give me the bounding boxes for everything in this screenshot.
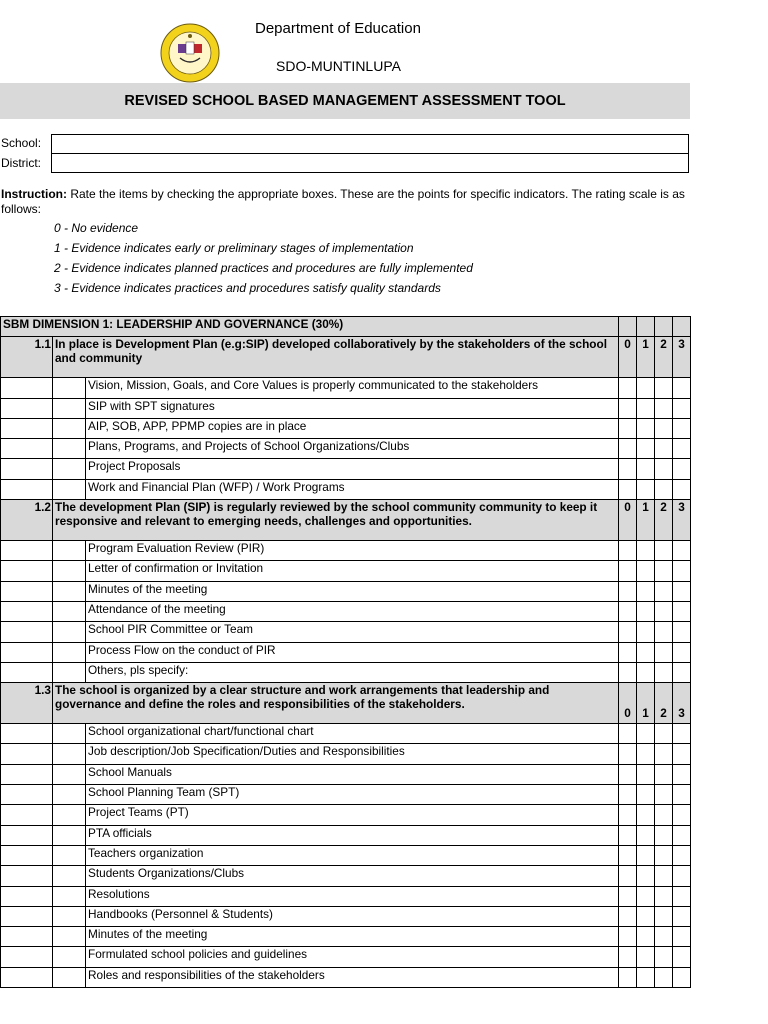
deped-seal-logo [160, 22, 220, 84]
blank-number-cell [1, 927, 53, 947]
score-checkbox-0[interactable] [619, 439, 637, 459]
evidence-item: School organizational chart/functional chart [86, 724, 619, 744]
score-checkbox-3[interactable] [673, 906, 691, 926]
indicator-row [1, 683, 691, 724]
blank-indent-cell [53, 561, 86, 581]
evidence-item: Project Proposals [86, 459, 619, 479]
score-checkbox-1[interactable] [637, 724, 655, 744]
score-checkbox-0[interactable] [619, 785, 637, 805]
score-checkbox-2[interactable] [655, 764, 673, 784]
blank-indent-cell [53, 947, 86, 967]
blank-number-cell [1, 825, 53, 845]
blank-indent-cell [53, 622, 86, 642]
evidence-row [1, 927, 691, 947]
score-header-2: 2 [655, 500, 673, 541]
score-checkbox-2[interactable] [655, 906, 673, 926]
score-checkbox-0[interactable] [619, 622, 637, 642]
evidence-row [1, 764, 691, 784]
evidence-row [1, 662, 691, 682]
indicator-text: The school is organized by a clear structure and work arrangements that leadership and governance and define the roles and responsibilities of the stakeholders. [53, 683, 619, 724]
score-checkbox-1[interactable] [637, 805, 655, 825]
evidence-row [1, 866, 691, 886]
blank-indent-cell [53, 967, 86, 987]
score-checkbox-3[interactable] [673, 866, 691, 886]
rating-scale-2: 2 - Evidence indicates planned practices and procedures are fully implemented [54, 261, 473, 275]
score-checkbox-1[interactable] [637, 764, 655, 784]
blank-indent-cell [53, 805, 86, 825]
evidence-item: Teachers organization [86, 845, 619, 865]
score-header-0: 0 [619, 337, 637, 378]
header-blank-cell [673, 317, 691, 337]
evidence-item: SIP with SPT signatures [86, 398, 619, 418]
score-checkbox-3[interactable] [673, 724, 691, 744]
score-header-2: 2 [655, 337, 673, 378]
evidence-row [1, 418, 691, 438]
evidence-item: Process Flow on the conduct of PIR [86, 642, 619, 662]
score-header-0: 0 [619, 500, 637, 541]
score-header-3: 3 [673, 500, 691, 541]
evidence-item: Vision, Mission, Goals, and Core Values is properly communicated to the stakeholders [86, 378, 619, 398]
score-checkbox-3[interactable] [673, 662, 691, 682]
evidence-item: Plans, Programs, and Projects of School Organizations/Clubs [86, 439, 619, 459]
evidence-row [1, 744, 691, 764]
score-checkbox-3[interactable] [673, 967, 691, 987]
rating-scale-0: 0 - No evidence [54, 221, 139, 235]
blank-indent-cell [53, 662, 86, 682]
evidence-item: Program Evaluation Review (PIR) [86, 541, 619, 561]
score-checkbox-2[interactable] [655, 398, 673, 418]
score-checkbox-2[interactable] [655, 581, 673, 601]
indicator-row [1, 337, 691, 378]
blank-indent-cell [53, 418, 86, 438]
score-checkbox-3[interactable] [673, 601, 691, 621]
blank-number-cell [1, 724, 53, 744]
score-checkbox-0[interactable] [619, 886, 637, 906]
evidence-item: Formulated school policies and guidelines [86, 947, 619, 967]
score-checkbox-0[interactable] [619, 825, 637, 845]
evidence-row [1, 642, 691, 662]
score-checkbox-1[interactable] [637, 927, 655, 947]
instruction-text: Rate the items by checking the appropriate boxes. These are the points for specific indicators. The rating scale is as follows: [1, 187, 685, 216]
evidence-row [1, 947, 691, 967]
score-checkbox-1[interactable] [637, 418, 655, 438]
score-checkbox-1[interactable] [637, 601, 655, 621]
blank-indent-cell [53, 642, 86, 662]
score-checkbox-0[interactable] [619, 541, 637, 561]
evidence-row [1, 967, 691, 987]
district-label: District: [1, 156, 41, 170]
score-checkbox-0[interactable] [619, 967, 637, 987]
score-checkbox-1[interactable] [637, 947, 655, 967]
blank-number-cell [1, 805, 53, 825]
score-checkbox-1[interactable] [637, 662, 655, 682]
blank-number-cell [1, 581, 53, 601]
score-checkbox-3[interactable] [673, 845, 691, 865]
score-checkbox-2[interactable] [655, 601, 673, 621]
evidence-item: Roles and responsibilities of the stakeholders [86, 967, 619, 987]
score-header-1: 1 [637, 500, 655, 541]
score-checkbox-3[interactable] [673, 886, 691, 906]
score-checkbox-0[interactable] [619, 479, 637, 499]
header-blank-cell [655, 317, 673, 337]
school-field[interactable] [51, 134, 689, 154]
score-checkbox-1[interactable] [637, 541, 655, 561]
score-checkbox-3[interactable] [673, 479, 691, 499]
score-checkbox-3[interactable] [673, 825, 691, 845]
evidence-row [1, 479, 691, 499]
evidence-item: School Manuals [86, 764, 619, 784]
score-checkbox-0[interactable] [619, 845, 637, 865]
score-checkbox-1[interactable] [637, 866, 655, 886]
score-checkbox-3[interactable] [673, 418, 691, 438]
score-checkbox-1[interactable] [637, 398, 655, 418]
score-checkbox-2[interactable] [655, 418, 673, 438]
score-checkbox-0[interactable] [619, 378, 637, 398]
score-checkbox-0[interactable] [619, 561, 637, 581]
score-header-3: 3 [673, 683, 691, 724]
evidence-item: Work and Financial Plan (WFP) / Work Programs [86, 479, 619, 499]
blank-number-cell [1, 459, 53, 479]
score-checkbox-1[interactable] [637, 825, 655, 845]
score-checkbox-1[interactable] [637, 439, 655, 459]
blank-indent-cell [53, 541, 86, 561]
blank-number-cell [1, 845, 53, 865]
score-checkbox-1[interactable] [637, 785, 655, 805]
evidence-row [1, 845, 691, 865]
blank-number-cell [1, 561, 53, 581]
score-checkbox-2[interactable] [655, 724, 673, 744]
blank-indent-cell [53, 785, 86, 805]
score-checkbox-2[interactable] [655, 825, 673, 845]
score-checkbox-2[interactable] [655, 378, 673, 398]
score-checkbox-2[interactable] [655, 642, 673, 662]
score-checkbox-0[interactable] [619, 805, 637, 825]
blank-number-cell [1, 744, 53, 764]
school-label: School: [1, 136, 42, 150]
blank-number-cell [1, 418, 53, 438]
division-name: SDO-MUNTINLUPA [276, 58, 401, 74]
blank-indent-cell [53, 439, 86, 459]
score-checkbox-1[interactable] [637, 886, 655, 906]
evidence-item: Students Organizations/Clubs [86, 866, 619, 886]
score-checkbox-3[interactable] [673, 541, 691, 561]
score-checkbox-2[interactable] [655, 845, 673, 865]
score-checkbox-0[interactable] [619, 601, 637, 621]
blank-number-cell [1, 439, 53, 459]
evidence-row [1, 886, 691, 906]
score-checkbox-3[interactable] [673, 785, 691, 805]
blank-indent-cell [53, 479, 86, 499]
score-checkbox-0[interactable] [619, 398, 637, 418]
score-checkbox-2[interactable] [655, 622, 673, 642]
department-name: Department of Education [255, 20, 421, 37]
score-checkbox-2[interactable] [655, 886, 673, 906]
blank-indent-cell [53, 906, 86, 926]
score-checkbox-3[interactable] [673, 744, 691, 764]
score-checkbox-2[interactable] [655, 662, 673, 682]
evidence-row [1, 398, 691, 418]
indicator-number: 1.2 [1, 500, 53, 541]
blank-indent-cell [53, 398, 86, 418]
score-checkbox-2[interactable] [655, 785, 673, 805]
evidence-row [1, 378, 691, 398]
instruction-paragraph [1, 187, 691, 217]
instruction-label: Instruction: [1, 187, 67, 201]
score-checkbox-2[interactable] [655, 561, 673, 581]
score-checkbox-0[interactable] [619, 866, 637, 886]
evidence-row [1, 561, 691, 581]
score-checkbox-0[interactable] [619, 418, 637, 438]
header-blank-cell [637, 317, 655, 337]
evidence-item: AIP, SOB, APP, PPMP copies are in place [86, 418, 619, 438]
score-checkbox-2[interactable] [655, 866, 673, 886]
score-checkbox-0[interactable] [619, 744, 637, 764]
blank-indent-cell [53, 845, 86, 865]
score-header-1: 1 [637, 337, 655, 378]
score-checkbox-3[interactable] [673, 764, 691, 784]
blank-number-cell [1, 866, 53, 886]
evidence-item: PTA officials [86, 825, 619, 845]
score-checkbox-3[interactable] [673, 805, 691, 825]
score-checkbox-2[interactable] [655, 927, 673, 947]
blank-indent-cell [53, 866, 86, 886]
blank-number-cell [1, 378, 53, 398]
evidence-item: Minutes of the meeting [86, 927, 619, 947]
score-checkbox-1[interactable] [637, 378, 655, 398]
blank-number-cell [1, 398, 53, 418]
score-checkbox-1[interactable] [637, 622, 655, 642]
indicator-number: 1.3 [1, 683, 53, 724]
header-blank-cell [619, 317, 637, 337]
score-checkbox-2[interactable] [655, 541, 673, 561]
evidence-item: School PIR Committee or Team [86, 622, 619, 642]
score-checkbox-1[interactable] [637, 642, 655, 662]
evidence-row [1, 906, 691, 926]
evidence-item: Handbooks (Personnel & Students) [86, 906, 619, 926]
evidence-row [1, 622, 691, 642]
evidence-item: Resolutions [86, 886, 619, 906]
score-checkbox-0[interactable] [619, 906, 637, 926]
score-checkbox-1[interactable] [637, 906, 655, 926]
blank-number-cell [1, 886, 53, 906]
evidence-item: Others, pls specify: [86, 662, 619, 682]
indicator-row [1, 500, 691, 541]
score-checkbox-0[interactable] [619, 581, 637, 601]
evidence-item: Project Teams (PT) [86, 805, 619, 825]
indicator-text: In place is Development Plan (e.g:SIP) developed collaboratively by the stakeholders of the school and community [53, 337, 619, 378]
blank-indent-cell [53, 724, 86, 744]
score-checkbox-3[interactable] [673, 622, 691, 642]
score-checkbox-2[interactable] [655, 459, 673, 479]
blank-number-cell [1, 479, 53, 499]
blank-indent-cell [53, 601, 86, 621]
blank-number-cell [1, 541, 53, 561]
dimension-header-row [1, 317, 691, 337]
score-checkbox-3[interactable] [673, 398, 691, 418]
score-checkbox-0[interactable] [619, 662, 637, 682]
score-checkbox-3[interactable] [673, 642, 691, 662]
score-checkbox-0[interactable] [619, 764, 637, 784]
blank-number-cell [1, 947, 53, 967]
evidence-item: Attendance of the meeting [86, 601, 619, 621]
score-header-2: 2 [655, 683, 673, 724]
score-checkbox-3[interactable] [673, 378, 691, 398]
score-checkbox-0[interactable] [619, 642, 637, 662]
dimension-title: SBM DIMENSION 1: LEADERSHIP AND GOVERNANCE (30%) [1, 317, 619, 337]
evidence-row [1, 724, 691, 744]
blank-indent-cell [53, 764, 86, 784]
score-checkbox-3[interactable] [673, 439, 691, 459]
evidence-row [1, 601, 691, 621]
score-checkbox-3[interactable] [673, 561, 691, 581]
score-checkbox-2[interactable] [655, 479, 673, 499]
evidence-row [1, 785, 691, 805]
evidence-row [1, 581, 691, 601]
score-checkbox-3[interactable] [673, 947, 691, 967]
evidence-item: School Planning Team (SPT) [86, 785, 619, 805]
blank-number-cell [1, 906, 53, 926]
score-checkbox-1[interactable] [637, 459, 655, 479]
score-checkbox-2[interactable] [655, 947, 673, 967]
score-checkbox-0[interactable] [619, 947, 637, 967]
blank-number-cell [1, 967, 53, 987]
score-checkbox-1[interactable] [637, 581, 655, 601]
score-checkbox-1[interactable] [637, 561, 655, 581]
evidence-row [1, 439, 691, 459]
evidence-row [1, 541, 691, 561]
document-title: REVISED SCHOOL BASED MANAGEMENT ASSESSMENT TOOL [0, 83, 690, 119]
evidence-item: Minutes of the meeting [86, 581, 619, 601]
assessment-table [0, 316, 691, 988]
blank-indent-cell [53, 927, 86, 947]
score-checkbox-0[interactable] [619, 927, 637, 947]
score-checkbox-2[interactable] [655, 744, 673, 764]
evidence-row [1, 459, 691, 479]
blank-indent-cell [53, 378, 86, 398]
score-checkbox-2[interactable] [655, 805, 673, 825]
score-checkbox-3[interactable] [673, 581, 691, 601]
score-checkbox-2[interactable] [655, 439, 673, 459]
blank-number-cell [1, 785, 53, 805]
score-checkbox-1[interactable] [637, 744, 655, 764]
indicator-number: 1.1 [1, 337, 53, 378]
blank-number-cell [1, 662, 53, 682]
blank-indent-cell [53, 886, 86, 906]
score-header-0: 0 [619, 683, 637, 724]
score-checkbox-2[interactable] [655, 967, 673, 987]
evidence-row [1, 805, 691, 825]
score-checkbox-1[interactable] [637, 479, 655, 499]
blank-number-cell [1, 764, 53, 784]
score-header-3: 3 [673, 337, 691, 378]
evidence-item: Job description/Job Specification/Duties and Responsibilities [86, 744, 619, 764]
score-checkbox-1[interactable] [637, 845, 655, 865]
evidence-row [1, 825, 691, 845]
rating-scale-1: 1 - Evidence indicates early or preliminary stages of implementation [54, 241, 414, 255]
blank-number-cell [1, 601, 53, 621]
district-field[interactable] [51, 153, 689, 173]
score-checkbox-1[interactable] [637, 967, 655, 987]
score-checkbox-3[interactable] [673, 927, 691, 947]
blank-indent-cell [53, 744, 86, 764]
blank-indent-cell [53, 581, 86, 601]
score-checkbox-3[interactable] [673, 459, 691, 479]
score-checkbox-0[interactable] [619, 724, 637, 744]
evidence-item: Letter of confirmation or Invitation [86, 561, 619, 581]
indicator-text: The development Plan (SIP) is regularly reviewed by the school community community to keep it responsive and relevant to emerging needs, challenges and opportunities. [53, 500, 619, 541]
score-header-1: 1 [637, 683, 655, 724]
blank-number-cell [1, 642, 53, 662]
score-checkbox-0[interactable] [619, 459, 637, 479]
blank-indent-cell [53, 825, 86, 845]
blank-number-cell [1, 622, 53, 642]
blank-indent-cell [53, 459, 86, 479]
rating-scale-3: 3 - Evidence indicates practices and procedures satisfy quality standards [54, 281, 441, 295]
